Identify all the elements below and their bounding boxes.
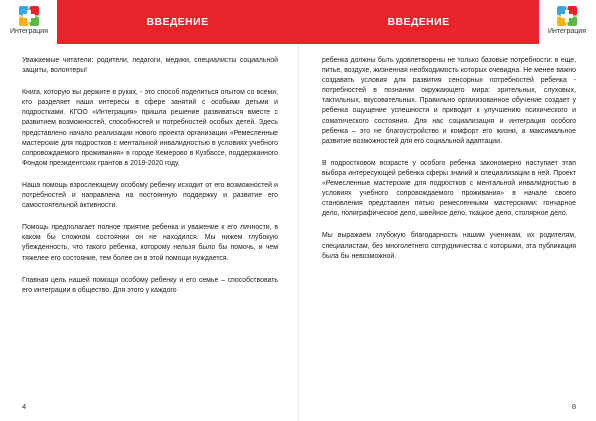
paragraph: Помощь предполагает полное приятие ребенка и уважение к его личности, в каком бы сложном состоянии он не находился. Мы нижем глубокую убежденность, что такого ребенка, которому нельзя было бы помочь, и чем тяжелее его состояние, тем более он в этой помощи нуждается. [22, 224, 278, 262]
page-number: 8 [571, 402, 576, 411]
paragraph: В подростковом возрасте у особого ребенка закономерно наступает этап выбора интересующей ребенка сферы знаний и специализации в ней. Проект «Ремесленные мастерские для подростков с ментальной инвалидностью в условиях учебного сопровождаемого проживания» в начале своего становления представлен пятью ремесленными мастерскими: гончарное дело, полиграфическое дело, швейное дело, ткацкое дело, столярное дело. [322, 159, 576, 218]
body-text [22, 56, 278, 308]
paragraph: Главная цель нашей помощи особому ребенку и его семье – способствовать его интеграции в общество. Для этого у каждого [22, 276, 278, 294]
logo-text: Интеграция [548, 28, 586, 35]
integration-logo-icon [556, 5, 578, 27]
paragraph: Наша помощь взрослеющему особому ребенку исходит от его возможностей и потребностей и направлена на постоянную поддержку и развитие его самостоятельной активности. [22, 181, 278, 210]
body-text [322, 56, 576, 274]
logo-text: Интеграция [10, 28, 48, 35]
section-title: ВВЕДЕНИЕ [387, 16, 450, 28]
paragraph: Мы выражаем глубокую благодарность нашим ученикам, их родителям, специалистам, без многолетнего сотрудничества с которыми, эта публикация была бы невозможной. [322, 232, 576, 260]
right-page [298, 0, 596, 421]
integration-logo-icon [18, 5, 40, 27]
page-number: 4 [22, 402, 27, 411]
logo [542, 5, 592, 35]
section-title: ВВЕДЕНИЕ [146, 16, 209, 28]
logo [4, 5, 54, 35]
paragraph: Уважаемые читатели: родители, педагоги, медики, специалисты социальной защиты, волонтеры! [22, 57, 278, 75]
paragraph: ребенка должны быть удовлетворены не только базовые потребности: в еще, питье, воздухе, жизненная необходимость которых очевидна. Не менее важно создавать условия для развития сенсорных потребностей ребенка - потребностей в познании окружающего мира: зрительных, слуховых, тактильных, вкусовательных. Правильно организованное обучение создает у ребенка ощущение успешности и приводит к улучшению психического и соматического состояния. Для нас социализация и интеграция особого ребенка – это не благоустройство и комфорт его жизни, а максимальное развитие возможностей для его социальной адаптации. [322, 57, 576, 145]
header-band [57, 0, 298, 44]
paragraph: Книга, которую вы держите в руках, - это способ поделиться опытом со всеми, кто разделяет наши интересы в сфере занятий с особыми детьми и подростками. КГОО «Интеграция» пришла решение развиваться вместе с развитием возможностей, способностей и потребностей особых детей. Здесь представлено начало реализации нового проекта организации «Ремесленные мастерские для подростков с ментальной инвалидностью в условиях учебного сопровождаемого проживания» в городе Кемерово в Кузбассе, поддержанного Фондом президентских грантов в 2019-2020 году. [22, 89, 278, 167]
header-band [298, 0, 539, 44]
